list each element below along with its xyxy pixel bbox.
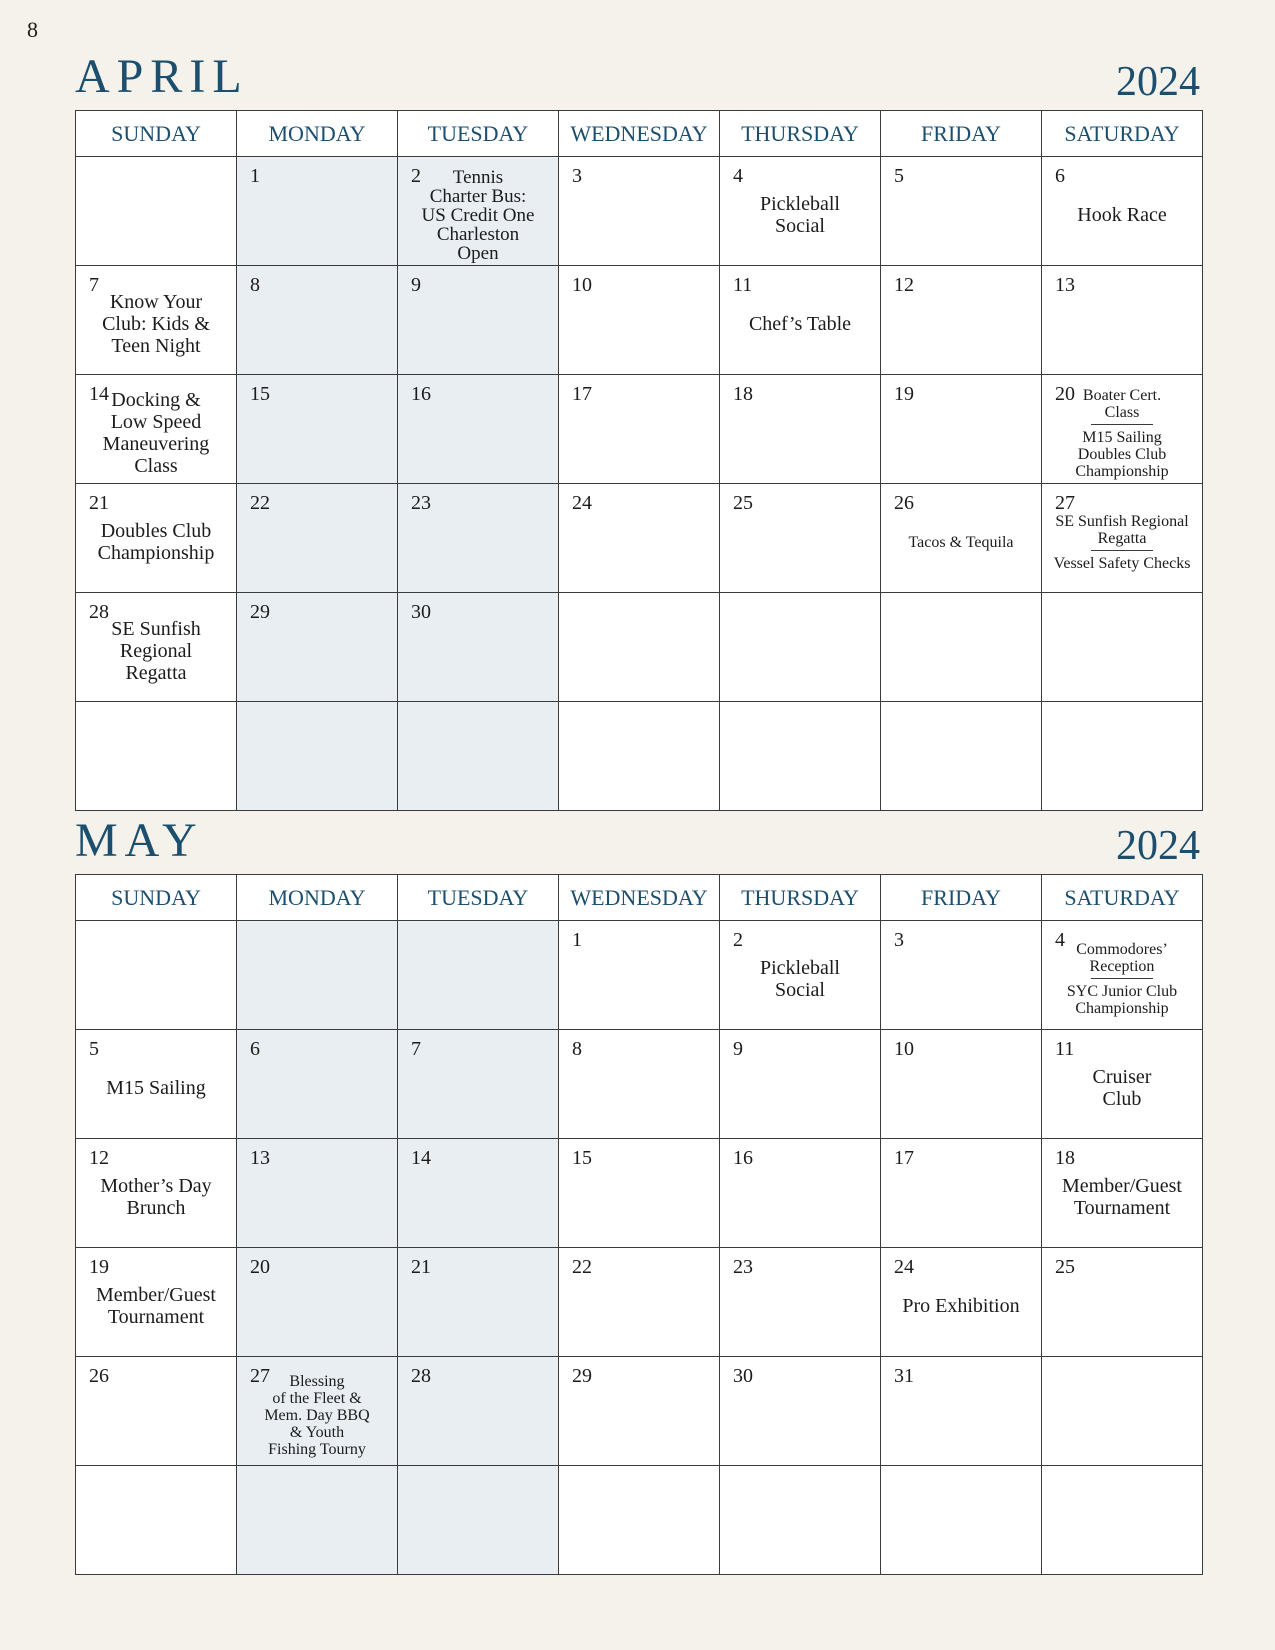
weekday-header: WEDNESDAY bbox=[559, 111, 720, 157]
day-number: 15 bbox=[250, 383, 270, 405]
day-cell bbox=[1042, 593, 1203, 702]
day-cell bbox=[881, 266, 1042, 375]
event-text: Hook Race bbox=[1077, 204, 1167, 226]
month-year: 2024 bbox=[1116, 59, 1200, 105]
event-list bbox=[1042, 165, 1202, 265]
week-row bbox=[76, 1248, 1203, 1357]
event-text: Cruiser Club bbox=[1092, 1066, 1152, 1110]
event-list bbox=[237, 1365, 397, 1465]
day-cell bbox=[1042, 157, 1203, 266]
day-cell bbox=[237, 593, 398, 702]
event-list bbox=[881, 1256, 1041, 1356]
day-cell bbox=[1042, 375, 1203, 484]
month-header-april bbox=[75, 48, 1200, 108]
event-divider bbox=[1091, 424, 1153, 425]
event-list bbox=[1042, 929, 1202, 1029]
day-cell bbox=[881, 921, 1042, 1030]
day-cell bbox=[237, 1357, 398, 1466]
day-number: 21 bbox=[89, 492, 109, 514]
day-number: 11 bbox=[1055, 1038, 1075, 1060]
event-list bbox=[1042, 383, 1202, 483]
day-number: 20 bbox=[1055, 383, 1075, 405]
event-text: Pickleball Social bbox=[760, 193, 840, 237]
day-cell bbox=[720, 1466, 881, 1575]
day-cell bbox=[1042, 702, 1203, 811]
day-cell bbox=[398, 375, 559, 484]
event-text: Know Your Club: Kids & Teen Night bbox=[102, 291, 210, 357]
day-cell bbox=[1042, 1139, 1203, 1248]
day-number: 24 bbox=[572, 492, 592, 514]
event-list bbox=[1042, 492, 1202, 592]
weekday-header-row bbox=[76, 111, 1203, 157]
day-cell bbox=[881, 702, 1042, 811]
day-number: 24 bbox=[894, 1256, 914, 1278]
event-divider bbox=[1091, 550, 1153, 551]
event-text: SE Sunfish Regional Regatta bbox=[111, 618, 201, 684]
day-number: 26 bbox=[894, 492, 914, 514]
day-cell bbox=[76, 1357, 237, 1466]
day-cell bbox=[398, 1248, 559, 1357]
event-divider bbox=[1091, 978, 1153, 979]
day-number: 16 bbox=[733, 1147, 753, 1169]
day-cell bbox=[398, 484, 559, 593]
month-header-may bbox=[75, 812, 1200, 872]
day-number: 4 bbox=[733, 165, 743, 187]
calendar-april bbox=[75, 110, 1203, 811]
day-cell bbox=[1042, 266, 1203, 375]
weekday-header: SATURDAY bbox=[1042, 875, 1203, 921]
day-number: 28 bbox=[411, 1365, 431, 1387]
week-row bbox=[76, 702, 1203, 811]
day-number: 15 bbox=[572, 1147, 592, 1169]
day-number: 6 bbox=[250, 1038, 260, 1060]
day-cell bbox=[76, 1030, 237, 1139]
day-cell bbox=[237, 1248, 398, 1357]
day-number: 11 bbox=[733, 274, 753, 296]
day-cell bbox=[237, 266, 398, 375]
day-cell bbox=[720, 1357, 881, 1466]
event-text: Commodores’ Reception bbox=[1076, 941, 1168, 975]
day-cell bbox=[881, 157, 1042, 266]
day-cell bbox=[237, 375, 398, 484]
day-number: 30 bbox=[411, 601, 431, 623]
day-cell bbox=[1042, 484, 1203, 593]
week-row bbox=[76, 593, 1203, 702]
day-cell bbox=[559, 593, 720, 702]
event-list bbox=[720, 274, 880, 374]
day-number: 6 bbox=[1055, 165, 1065, 187]
day-number: 2 bbox=[733, 929, 743, 951]
week-row bbox=[76, 921, 1203, 1030]
day-cell bbox=[76, 593, 237, 702]
week-row bbox=[76, 1139, 1203, 1248]
day-number: 29 bbox=[572, 1365, 592, 1387]
weekday-header-row bbox=[76, 875, 1203, 921]
day-cell bbox=[720, 484, 881, 593]
weekday-header: TUESDAY bbox=[398, 875, 559, 921]
event-list bbox=[76, 601, 236, 701]
day-number: 19 bbox=[894, 383, 914, 405]
day-cell bbox=[237, 484, 398, 593]
day-cell bbox=[76, 266, 237, 375]
day-cell bbox=[1042, 1030, 1203, 1139]
day-number: 16 bbox=[411, 383, 431, 405]
day-cell bbox=[720, 375, 881, 484]
event-list bbox=[76, 1147, 236, 1247]
event-text: Doubles Club Championship bbox=[1075, 445, 1169, 480]
day-cell bbox=[1042, 1466, 1203, 1575]
day-number: 7 bbox=[411, 1038, 421, 1060]
day-cell bbox=[76, 702, 237, 811]
day-number: 10 bbox=[572, 274, 592, 296]
day-number: 14 bbox=[89, 383, 109, 405]
weekday-header: MONDAY bbox=[237, 111, 398, 157]
week-row bbox=[76, 1030, 1203, 1139]
weekday-header: TUESDAY bbox=[398, 111, 559, 157]
day-cell bbox=[76, 375, 237, 484]
day-cell bbox=[881, 484, 1042, 593]
day-cell bbox=[559, 484, 720, 593]
event-text: Vessel Safety Checks bbox=[1053, 554, 1191, 572]
day-cell bbox=[398, 157, 559, 266]
week-row bbox=[76, 1466, 1203, 1575]
event-text: SYC Junior Club Championship bbox=[1066, 983, 1178, 1017]
day-cell bbox=[76, 1466, 237, 1575]
page-number: 8 bbox=[27, 17, 38, 42]
day-cell bbox=[559, 157, 720, 266]
day-cell bbox=[559, 921, 720, 1030]
weekday-header: WEDNESDAY bbox=[559, 875, 720, 921]
day-cell bbox=[398, 921, 559, 1030]
event-list bbox=[76, 383, 236, 483]
weekday-header: THURSDAY bbox=[720, 875, 881, 921]
event-text: Chef’s Table bbox=[748, 313, 852, 335]
event-text: Boater Cert. Class bbox=[1082, 386, 1162, 421]
day-cell bbox=[559, 266, 720, 375]
day-number: 19 bbox=[89, 1256, 109, 1278]
day-number: 9 bbox=[411, 274, 421, 296]
day-cell bbox=[398, 1139, 559, 1248]
event-text: Member/Guest Tournament bbox=[96, 1284, 216, 1328]
day-number: 17 bbox=[572, 383, 592, 405]
week-row bbox=[76, 157, 1203, 266]
day-cell bbox=[559, 1357, 720, 1466]
day-number: 28 bbox=[89, 601, 109, 623]
day-cell bbox=[559, 1248, 720, 1357]
day-cell bbox=[720, 1139, 881, 1248]
day-cell bbox=[559, 1139, 720, 1248]
day-cell bbox=[720, 702, 881, 811]
day-cell bbox=[1042, 1248, 1203, 1357]
day-cell bbox=[398, 266, 559, 375]
event-text: M15 Sailing bbox=[106, 1077, 206, 1099]
weekday-header: SUNDAY bbox=[76, 111, 237, 157]
day-number: 3 bbox=[894, 929, 904, 951]
day-number: 23 bbox=[733, 1256, 753, 1278]
weekday-header: FRIDAY bbox=[881, 111, 1042, 157]
day-number: 13 bbox=[250, 1147, 270, 1169]
day-cell bbox=[76, 1248, 237, 1357]
event-text: Pro Exhibition bbox=[902, 1295, 1020, 1317]
event-text: Mother’s Day Brunch bbox=[100, 1175, 212, 1219]
day-number: 23 bbox=[411, 492, 431, 514]
weekday-header: MONDAY bbox=[237, 875, 398, 921]
day-number: 25 bbox=[733, 492, 753, 514]
day-number: 8 bbox=[572, 1038, 582, 1060]
day-cell bbox=[76, 921, 237, 1030]
day-cell bbox=[881, 1030, 1042, 1139]
event-text: Tacos & Tequila bbox=[908, 533, 1014, 551]
month-year: 2024 bbox=[1116, 823, 1200, 869]
day-cell bbox=[720, 266, 881, 375]
event-list bbox=[76, 1256, 236, 1356]
day-cell bbox=[398, 702, 559, 811]
day-cell bbox=[881, 1466, 1042, 1575]
weekday-header: FRIDAY bbox=[881, 875, 1042, 921]
event-text: Docking & Low Speed Maneuvering Class bbox=[102, 389, 210, 477]
day-number: 9 bbox=[733, 1038, 743, 1060]
event-list bbox=[720, 165, 880, 265]
day-cell bbox=[398, 1030, 559, 1139]
day-cell bbox=[237, 1139, 398, 1248]
day-number: 20 bbox=[250, 1256, 270, 1278]
day-cell bbox=[881, 1139, 1042, 1248]
day-cell bbox=[881, 593, 1042, 702]
day-number: 22 bbox=[572, 1256, 592, 1278]
day-cell bbox=[559, 702, 720, 811]
week-row bbox=[76, 1357, 1203, 1466]
event-text: Blessing of the Fleet & Mem. Day BBQ & Youth Fishing Tourny bbox=[264, 1372, 370, 1458]
event-list bbox=[1042, 1147, 1202, 1247]
event-list bbox=[720, 929, 880, 1029]
day-cell bbox=[1042, 1357, 1203, 1466]
week-row bbox=[76, 266, 1203, 375]
day-cell bbox=[881, 1248, 1042, 1357]
day-number: 5 bbox=[894, 165, 904, 187]
day-cell bbox=[881, 1357, 1042, 1466]
day-cell bbox=[237, 921, 398, 1030]
day-cell bbox=[237, 157, 398, 266]
day-cell bbox=[237, 702, 398, 811]
day-cell bbox=[881, 375, 1042, 484]
day-number: 21 bbox=[411, 1256, 431, 1278]
event-list bbox=[76, 1038, 236, 1138]
day-cell bbox=[76, 1139, 237, 1248]
day-cell bbox=[720, 157, 881, 266]
day-number: 1 bbox=[572, 929, 582, 951]
day-cell bbox=[76, 157, 237, 266]
day-cell bbox=[559, 1466, 720, 1575]
day-cell bbox=[720, 593, 881, 702]
day-number: 26 bbox=[89, 1365, 109, 1387]
day-number: 3 bbox=[572, 165, 582, 187]
month-name: MAY bbox=[75, 814, 204, 867]
event-list bbox=[398, 165, 558, 265]
day-cell bbox=[398, 593, 559, 702]
day-number: 12 bbox=[894, 274, 914, 296]
day-cell bbox=[398, 1466, 559, 1575]
weekday-header: THURSDAY bbox=[720, 111, 881, 157]
day-number: 18 bbox=[1055, 1147, 1075, 1169]
day-number: 4 bbox=[1055, 929, 1065, 951]
event-text: Doubles Club Championship bbox=[97, 520, 215, 564]
event-text: Member/Guest Tournament bbox=[1062, 1175, 1182, 1219]
day-cell bbox=[398, 1357, 559, 1466]
event-text: Tennis Charter Bus: US Credit One Charleston Open bbox=[421, 166, 535, 264]
day-number: 12 bbox=[89, 1147, 109, 1169]
week-row bbox=[76, 375, 1203, 484]
month-name: APRIL bbox=[75, 50, 249, 103]
day-cell bbox=[720, 1030, 881, 1139]
day-number: 30 bbox=[733, 1365, 753, 1387]
day-number: 27 bbox=[1055, 492, 1075, 514]
day-cell bbox=[237, 1030, 398, 1139]
event-list bbox=[76, 492, 236, 592]
day-number: 29 bbox=[250, 601, 270, 623]
day-cell bbox=[720, 921, 881, 1030]
weekday-header: SATURDAY bbox=[1042, 111, 1203, 157]
day-cell bbox=[76, 484, 237, 593]
day-number: 10 bbox=[894, 1038, 914, 1060]
day-number: 1 bbox=[250, 165, 260, 187]
day-cell bbox=[559, 1030, 720, 1139]
day-number: 14 bbox=[411, 1147, 431, 1169]
day-number: 25 bbox=[1055, 1256, 1075, 1278]
day-cell bbox=[559, 375, 720, 484]
day-number: 22 bbox=[250, 492, 270, 514]
day-cell bbox=[720, 1248, 881, 1357]
weekday-header: SUNDAY bbox=[76, 875, 237, 921]
event-list bbox=[76, 274, 236, 374]
event-text: SE Sunfish Regional Regatta bbox=[1055, 512, 1189, 547]
day-number: 13 bbox=[1055, 274, 1075, 296]
event-text: Pickleball Social bbox=[760, 957, 840, 1001]
day-number: 7 bbox=[89, 274, 99, 296]
day-number: 17 bbox=[894, 1147, 914, 1169]
event-list bbox=[1042, 1038, 1202, 1138]
week-row bbox=[76, 484, 1203, 593]
day-number: 5 bbox=[89, 1038, 99, 1060]
day-number: 27 bbox=[250, 1365, 270, 1387]
day-number: 2 bbox=[411, 165, 421, 187]
day-number: 31 bbox=[894, 1365, 914, 1387]
day-number: 18 bbox=[733, 383, 753, 405]
calendar-may bbox=[75, 874, 1203, 1575]
day-cell bbox=[1042, 921, 1203, 1030]
event-list bbox=[881, 492, 1041, 592]
day-cell bbox=[237, 1466, 398, 1575]
day-number: 8 bbox=[250, 274, 260, 296]
event-text: M15 Sailing bbox=[1082, 428, 1162, 446]
